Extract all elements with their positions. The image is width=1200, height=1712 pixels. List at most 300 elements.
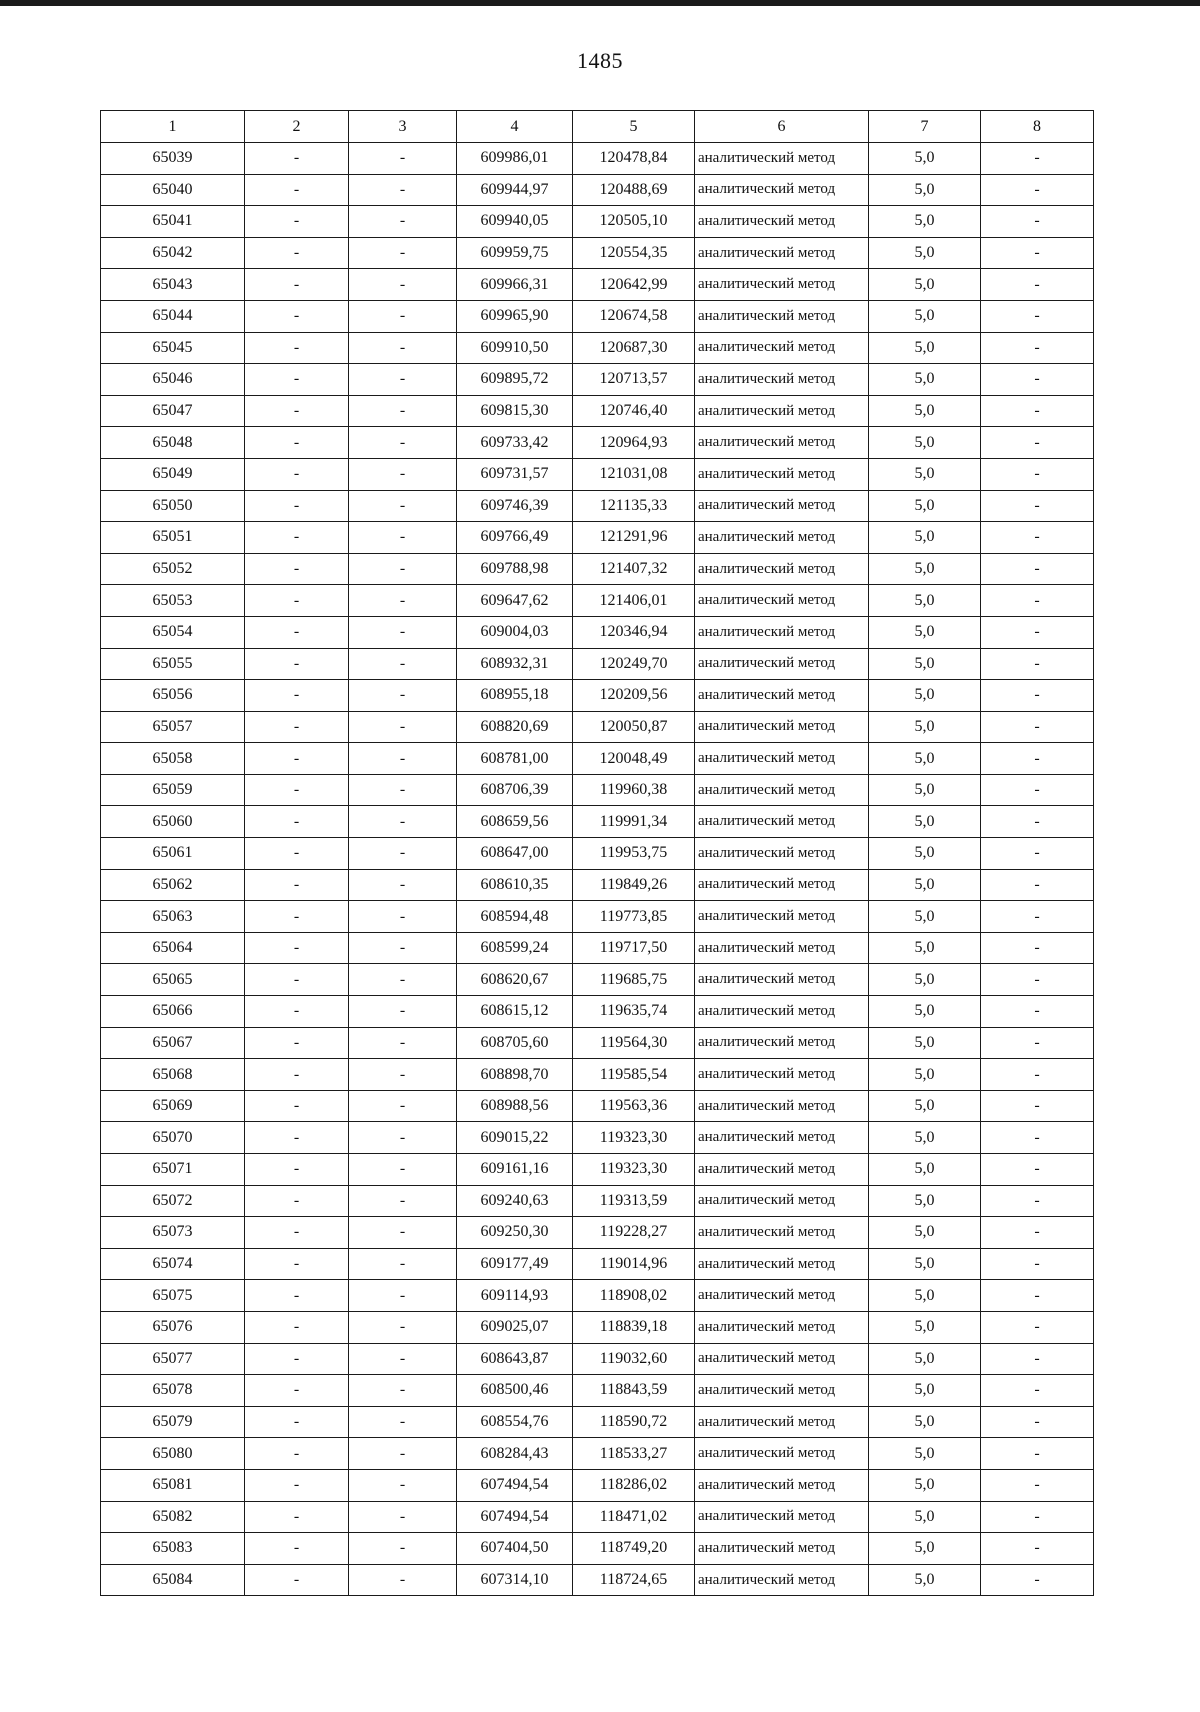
cell-coord-x: 609250,30 bbox=[457, 1217, 573, 1249]
cell-coord-x: 609965,90 bbox=[457, 300, 573, 332]
cell-method: аналитический метод bbox=[695, 427, 869, 459]
cell-coord-y: 119717,50 bbox=[573, 932, 695, 964]
table-row bbox=[101, 1375, 1094, 1407]
cell-coord-y: 118286,02 bbox=[573, 1469, 695, 1501]
cell-col-8-value: - bbox=[981, 553, 1094, 585]
cell-col-8-value: - bbox=[981, 1375, 1094, 1407]
cell-point-number: 65059 bbox=[101, 774, 245, 806]
cell-coord-x: 608659,56 bbox=[457, 806, 573, 838]
cell-col-2-value: - bbox=[245, 1469, 349, 1501]
column-header-8: 8 bbox=[981, 111, 1094, 143]
cell-col-8-value: - bbox=[981, 806, 1094, 838]
cell-accuracy: 5,0 bbox=[869, 206, 981, 238]
cell-point-number: 65067 bbox=[101, 1027, 245, 1059]
cell-accuracy: 5,0 bbox=[869, 332, 981, 364]
cell-method: аналитический метод bbox=[695, 174, 869, 206]
cell-col-8-value: - bbox=[981, 143, 1094, 175]
cell-accuracy: 5,0 bbox=[869, 1438, 981, 1470]
cell-col-3-value: - bbox=[349, 458, 457, 490]
table-body bbox=[101, 143, 1094, 1596]
cell-coord-x: 608955,18 bbox=[457, 680, 573, 712]
cell-accuracy: 5,0 bbox=[869, 1217, 981, 1249]
cell-col-3-value: - bbox=[349, 1059, 457, 1091]
cell-coord-y: 120642,99 bbox=[573, 269, 695, 301]
cell-method: аналитический метод bbox=[695, 1311, 869, 1343]
table-row bbox=[101, 1533, 1094, 1565]
cell-method: аналитический метод bbox=[695, 237, 869, 269]
table-row bbox=[101, 901, 1094, 933]
table-row bbox=[101, 522, 1094, 554]
cell-coord-x: 607314,10 bbox=[457, 1564, 573, 1596]
cell-coord-y: 121407,32 bbox=[573, 553, 695, 585]
cell-col-2-value: - bbox=[245, 838, 349, 870]
cell-col-8-value: - bbox=[981, 1027, 1094, 1059]
cell-col-3-value: - bbox=[349, 616, 457, 648]
table-row bbox=[101, 427, 1094, 459]
cell-method: аналитический метод bbox=[695, 1217, 869, 1249]
cell-method: аналитический метод bbox=[695, 1059, 869, 1091]
cell-accuracy: 5,0 bbox=[869, 585, 981, 617]
cell-accuracy: 5,0 bbox=[869, 364, 981, 396]
cell-col-8-value: - bbox=[981, 458, 1094, 490]
cell-point-number: 65051 bbox=[101, 522, 245, 554]
cell-coord-x: 609004,03 bbox=[457, 616, 573, 648]
table-row bbox=[101, 1059, 1094, 1091]
cell-method: аналитический метод bbox=[695, 1469, 869, 1501]
table-row bbox=[101, 996, 1094, 1028]
cell-col-2-value: - bbox=[245, 553, 349, 585]
cell-col-2-value: - bbox=[245, 806, 349, 838]
cell-col-3-value: - bbox=[349, 1438, 457, 1470]
cell-point-number: 65065 bbox=[101, 964, 245, 996]
cell-method: аналитический метод bbox=[695, 743, 869, 775]
cell-coord-y: 120249,70 bbox=[573, 648, 695, 680]
table-row bbox=[101, 1311, 1094, 1343]
cell-col-3-value: - bbox=[349, 332, 457, 364]
table-row bbox=[101, 395, 1094, 427]
cell-point-number: 65056 bbox=[101, 680, 245, 712]
cell-method: аналитический метод bbox=[695, 648, 869, 680]
table-row bbox=[101, 1090, 1094, 1122]
cell-coord-x: 609025,07 bbox=[457, 1311, 573, 1343]
cell-coord-x: 608647,00 bbox=[457, 838, 573, 870]
cell-col-8-value: - bbox=[981, 174, 1094, 206]
cell-col-3-value: - bbox=[349, 1122, 457, 1154]
scan-top-border bbox=[0, 0, 1200, 6]
table-row bbox=[101, 1343, 1094, 1375]
cell-accuracy: 5,0 bbox=[869, 1406, 981, 1438]
cell-coord-y: 120964,93 bbox=[573, 427, 695, 459]
cell-coord-x: 609114,93 bbox=[457, 1280, 573, 1312]
cell-point-number: 65074 bbox=[101, 1248, 245, 1280]
cell-col-8-value: - bbox=[981, 901, 1094, 933]
cell-coord-y: 120554,35 bbox=[573, 237, 695, 269]
cell-accuracy: 5,0 bbox=[869, 395, 981, 427]
cell-col-3-value: - bbox=[349, 143, 457, 175]
cell-coord-y: 118843,59 bbox=[573, 1375, 695, 1407]
cell-col-3-value: - bbox=[349, 932, 457, 964]
cell-point-number: 65050 bbox=[101, 490, 245, 522]
cell-col-2-value: - bbox=[245, 1501, 349, 1533]
cell-col-3-value: - bbox=[349, 1280, 457, 1312]
cell-accuracy: 5,0 bbox=[869, 458, 981, 490]
cell-col-8-value: - bbox=[981, 1438, 1094, 1470]
cell-col-2-value: - bbox=[245, 1027, 349, 1059]
cell-method: аналитический метод bbox=[695, 395, 869, 427]
cell-col-8-value: - bbox=[981, 1122, 1094, 1154]
cell-coord-x: 609910,50 bbox=[457, 332, 573, 364]
cell-coord-x: 609766,49 bbox=[457, 522, 573, 554]
cell-col-8-value: - bbox=[981, 838, 1094, 870]
cell-col-3-value: - bbox=[349, 1564, 457, 1596]
cell-point-number: 65084 bbox=[101, 1564, 245, 1596]
cell-method: аналитический метод bbox=[695, 1564, 869, 1596]
cell-col-8-value: - bbox=[981, 680, 1094, 712]
cell-col-2-value: - bbox=[245, 1280, 349, 1312]
cell-col-3-value: - bbox=[349, 1375, 457, 1407]
cell-col-3-value: - bbox=[349, 490, 457, 522]
cell-col-8-value: - bbox=[981, 1154, 1094, 1186]
cell-col-2-value: - bbox=[245, 585, 349, 617]
cell-coord-y: 118724,65 bbox=[573, 1564, 695, 1596]
cell-col-3-value: - bbox=[349, 364, 457, 396]
cell-accuracy: 5,0 bbox=[869, 143, 981, 175]
cell-col-2-value: - bbox=[245, 1533, 349, 1565]
table-row bbox=[101, 1469, 1094, 1501]
column-header-6: 6 bbox=[695, 111, 869, 143]
cell-col-2-value: - bbox=[245, 300, 349, 332]
cell-col-3-value: - bbox=[349, 774, 457, 806]
cell-col-2-value: - bbox=[245, 427, 349, 459]
table-row bbox=[101, 1154, 1094, 1186]
cell-col-2-value: - bbox=[245, 1311, 349, 1343]
cell-col-2-value: - bbox=[245, 364, 349, 396]
cell-coord-x: 607404,50 bbox=[457, 1533, 573, 1565]
cell-col-3-value: - bbox=[349, 1343, 457, 1375]
cell-accuracy: 5,0 bbox=[869, 1375, 981, 1407]
table-row bbox=[101, 680, 1094, 712]
cell-method: аналитический метод bbox=[695, 364, 869, 396]
cell-coord-y: 119773,85 bbox=[573, 901, 695, 933]
cell-col-2-value: - bbox=[245, 1375, 349, 1407]
cell-col-8-value: - bbox=[981, 616, 1094, 648]
cell-col-3-value: - bbox=[349, 1090, 457, 1122]
cell-coord-y: 119313,59 bbox=[573, 1185, 695, 1217]
cell-accuracy: 5,0 bbox=[869, 1564, 981, 1596]
cell-point-number: 65045 bbox=[101, 332, 245, 364]
cell-col-8-value: - bbox=[981, 237, 1094, 269]
cell-accuracy: 5,0 bbox=[869, 1469, 981, 1501]
cell-point-number: 65062 bbox=[101, 869, 245, 901]
cell-col-2-value: - bbox=[245, 1185, 349, 1217]
cell-col-3-value: - bbox=[349, 806, 457, 838]
table-row bbox=[101, 300, 1094, 332]
cell-accuracy: 5,0 bbox=[869, 427, 981, 459]
cell-col-8-value: - bbox=[981, 364, 1094, 396]
cell-coord-y: 120713,57 bbox=[573, 364, 695, 396]
table-row bbox=[101, 1248, 1094, 1280]
cell-coord-x: 609161,16 bbox=[457, 1154, 573, 1186]
cell-col-3-value: - bbox=[349, 964, 457, 996]
cell-coord-y: 120488,69 bbox=[573, 174, 695, 206]
cell-coord-x: 608284,43 bbox=[457, 1438, 573, 1470]
cell-accuracy: 5,0 bbox=[869, 1154, 981, 1186]
coordinates-table bbox=[100, 110, 1094, 1596]
cell-col-8-value: - bbox=[981, 1248, 1094, 1280]
cell-accuracy: 5,0 bbox=[869, 1280, 981, 1312]
cell-col-3-value: - bbox=[349, 427, 457, 459]
cell-col-8-value: - bbox=[981, 395, 1094, 427]
cell-point-number: 65075 bbox=[101, 1280, 245, 1312]
column-header-3: 3 bbox=[349, 111, 457, 143]
table-row bbox=[101, 1501, 1094, 1533]
cell-coord-x: 608554,76 bbox=[457, 1406, 573, 1438]
cell-col-8-value: - bbox=[981, 1533, 1094, 1565]
cell-col-8-value: - bbox=[981, 1059, 1094, 1091]
cell-accuracy: 5,0 bbox=[869, 1311, 981, 1343]
cell-point-number: 65057 bbox=[101, 711, 245, 743]
cell-accuracy: 5,0 bbox=[869, 680, 981, 712]
cell-coord-x: 609733,42 bbox=[457, 427, 573, 459]
cell-coord-y: 118749,20 bbox=[573, 1533, 695, 1565]
cell-method: аналитический метод bbox=[695, 774, 869, 806]
cell-col-2-value: - bbox=[245, 1343, 349, 1375]
cell-accuracy: 5,0 bbox=[869, 1122, 981, 1154]
cell-method: аналитический метод bbox=[695, 1375, 869, 1407]
cell-col-2-value: - bbox=[245, 743, 349, 775]
cell-point-number: 65069 bbox=[101, 1090, 245, 1122]
column-header-7: 7 bbox=[869, 111, 981, 143]
table-row bbox=[101, 1564, 1094, 1596]
table-row bbox=[101, 1027, 1094, 1059]
cell-method: аналитический метод bbox=[695, 680, 869, 712]
cell-coord-x: 608898,70 bbox=[457, 1059, 573, 1091]
cell-col-3-value: - bbox=[349, 711, 457, 743]
cell-col-2-value: - bbox=[245, 901, 349, 933]
cell-coord-y: 119585,54 bbox=[573, 1059, 695, 1091]
cell-coord-y: 119563,36 bbox=[573, 1090, 695, 1122]
cell-method: аналитический метод bbox=[695, 458, 869, 490]
cell-coord-x: 607494,54 bbox=[457, 1501, 573, 1533]
table-row bbox=[101, 206, 1094, 238]
cell-method: аналитический метод bbox=[695, 1248, 869, 1280]
cell-accuracy: 5,0 bbox=[869, 1090, 981, 1122]
cell-coord-x: 608932,31 bbox=[457, 648, 573, 680]
cell-point-number: 65072 bbox=[101, 1185, 245, 1217]
cell-col-2-value: - bbox=[245, 143, 349, 175]
cell-accuracy: 5,0 bbox=[869, 743, 981, 775]
cell-method: аналитический метод bbox=[695, 1185, 869, 1217]
cell-method: аналитический метод bbox=[695, 1501, 869, 1533]
cell-accuracy: 5,0 bbox=[869, 522, 981, 554]
cell-coord-x: 608599,24 bbox=[457, 932, 573, 964]
cell-coord-x: 609944,97 bbox=[457, 174, 573, 206]
cell-coord-x: 608643,87 bbox=[457, 1343, 573, 1375]
cell-coord-y: 120209,56 bbox=[573, 680, 695, 712]
cell-coord-y: 118908,02 bbox=[573, 1280, 695, 1312]
cell-coord-x: 609177,49 bbox=[457, 1248, 573, 1280]
cell-accuracy: 5,0 bbox=[869, 490, 981, 522]
cell-accuracy: 5,0 bbox=[869, 932, 981, 964]
cell-method: аналитический метод bbox=[695, 806, 869, 838]
cell-col-2-value: - bbox=[245, 616, 349, 648]
cell-accuracy: 5,0 bbox=[869, 269, 981, 301]
cell-point-number: 65039 bbox=[101, 143, 245, 175]
cell-col-2-value: - bbox=[245, 1406, 349, 1438]
cell-point-number: 65060 bbox=[101, 806, 245, 838]
cell-point-number: 65063 bbox=[101, 901, 245, 933]
cell-col-2-value: - bbox=[245, 1122, 349, 1154]
cell-col-8-value: - bbox=[981, 1185, 1094, 1217]
table-row bbox=[101, 458, 1094, 490]
cell-method: аналитический метод bbox=[695, 1533, 869, 1565]
cell-coord-x: 609959,75 bbox=[457, 237, 573, 269]
table-row bbox=[101, 585, 1094, 617]
cell-col-2-value: - bbox=[245, 932, 349, 964]
cell-coord-y: 119032,60 bbox=[573, 1343, 695, 1375]
cell-method: аналитический метод bbox=[695, 522, 869, 554]
cell-accuracy: 5,0 bbox=[869, 300, 981, 332]
cell-point-number: 65053 bbox=[101, 585, 245, 617]
cell-col-3-value: - bbox=[349, 585, 457, 617]
cell-accuracy: 5,0 bbox=[869, 901, 981, 933]
cell-coord-y: 120048,49 bbox=[573, 743, 695, 775]
cell-col-8-value: - bbox=[981, 332, 1094, 364]
cell-point-number: 65047 bbox=[101, 395, 245, 427]
cell-coord-x: 609815,30 bbox=[457, 395, 573, 427]
table-row bbox=[101, 143, 1094, 175]
cell-col-3-value: - bbox=[349, 1501, 457, 1533]
cell-col-8-value: - bbox=[981, 269, 1094, 301]
table-row bbox=[101, 1185, 1094, 1217]
cell-col-2-value: - bbox=[245, 174, 349, 206]
cell-method: аналитический метод bbox=[695, 1154, 869, 1186]
cell-coord-y: 120674,58 bbox=[573, 300, 695, 332]
cell-col-3-value: - bbox=[349, 901, 457, 933]
cell-method: аналитический метод bbox=[695, 964, 869, 996]
cell-coord-x: 608615,12 bbox=[457, 996, 573, 1028]
cell-coord-y: 120687,30 bbox=[573, 332, 695, 364]
cell-col-8-value: - bbox=[981, 774, 1094, 806]
cell-col-2-value: - bbox=[245, 237, 349, 269]
cell-col-8-value: - bbox=[981, 1090, 1094, 1122]
table-row bbox=[101, 964, 1094, 996]
cell-coord-x: 609895,72 bbox=[457, 364, 573, 396]
cell-col-8-value: - bbox=[981, 585, 1094, 617]
cell-col-8-value: - bbox=[981, 522, 1094, 554]
cell-coord-x: 609015,22 bbox=[457, 1122, 573, 1154]
cell-point-number: 65058 bbox=[101, 743, 245, 775]
cell-coord-y: 120478,84 bbox=[573, 143, 695, 175]
table-row bbox=[101, 648, 1094, 680]
table-row bbox=[101, 743, 1094, 775]
cell-col-2-value: - bbox=[245, 964, 349, 996]
cell-col-8-value: - bbox=[981, 648, 1094, 680]
cell-point-number: 65044 bbox=[101, 300, 245, 332]
cell-coord-y: 119323,30 bbox=[573, 1122, 695, 1154]
cell-col-3-value: - bbox=[349, 553, 457, 585]
cell-accuracy: 5,0 bbox=[869, 996, 981, 1028]
cell-coord-y: 119960,38 bbox=[573, 774, 695, 806]
cell-point-number: 65054 bbox=[101, 616, 245, 648]
cell-col-3-value: - bbox=[349, 869, 457, 901]
cell-col-8-value: - bbox=[981, 1469, 1094, 1501]
cell-coord-y: 121031,08 bbox=[573, 458, 695, 490]
cell-coord-y: 119228,27 bbox=[573, 1217, 695, 1249]
cell-col-8-value: - bbox=[981, 932, 1094, 964]
cell-col-8-value: - bbox=[981, 300, 1094, 332]
cell-method: аналитический метод bbox=[695, 490, 869, 522]
cell-point-number: 65078 bbox=[101, 1375, 245, 1407]
cell-accuracy: 5,0 bbox=[869, 553, 981, 585]
cell-point-number: 65068 bbox=[101, 1059, 245, 1091]
cell-point-number: 65046 bbox=[101, 364, 245, 396]
cell-coord-y: 119323,30 bbox=[573, 1154, 695, 1186]
table-row bbox=[101, 869, 1094, 901]
column-header-4: 4 bbox=[457, 111, 573, 143]
cell-col-2-value: - bbox=[245, 395, 349, 427]
cell-point-number: 65066 bbox=[101, 996, 245, 1028]
cell-coord-y: 120746,40 bbox=[573, 395, 695, 427]
cell-col-2-value: - bbox=[245, 1217, 349, 1249]
cell-col-3-value: - bbox=[349, 1248, 457, 1280]
cell-method: аналитический метод bbox=[695, 1343, 869, 1375]
table-row bbox=[101, 1280, 1094, 1312]
cell-col-2-value: - bbox=[245, 996, 349, 1028]
cell-coord-y: 119564,30 bbox=[573, 1027, 695, 1059]
cell-method: аналитический метод bbox=[695, 553, 869, 585]
table-row bbox=[101, 1438, 1094, 1470]
cell-col-8-value: - bbox=[981, 743, 1094, 775]
cell-col-3-value: - bbox=[349, 1533, 457, 1565]
cell-coord-x: 609788,98 bbox=[457, 553, 573, 585]
cell-col-8-value: - bbox=[981, 206, 1094, 238]
cell-accuracy: 5,0 bbox=[869, 1059, 981, 1091]
table-row bbox=[101, 364, 1094, 396]
cell-point-number: 65079 bbox=[101, 1406, 245, 1438]
cell-method: аналитический метод bbox=[695, 206, 869, 238]
cell-method: аналитический метод bbox=[695, 932, 869, 964]
cell-method: аналитический метод bbox=[695, 332, 869, 364]
cell-accuracy: 5,0 bbox=[869, 1248, 981, 1280]
cell-point-number: 65042 bbox=[101, 237, 245, 269]
cell-col-8-value: - bbox=[981, 1280, 1094, 1312]
column-header-1: 1 bbox=[101, 111, 245, 143]
cell-accuracy: 5,0 bbox=[869, 648, 981, 680]
cell-method: аналитический метод bbox=[695, 869, 869, 901]
cell-accuracy: 5,0 bbox=[869, 1185, 981, 1217]
cell-point-number: 65041 bbox=[101, 206, 245, 238]
cell-accuracy: 5,0 bbox=[869, 869, 981, 901]
cell-method: аналитический метод bbox=[695, 585, 869, 617]
cell-coord-x: 607494,54 bbox=[457, 1469, 573, 1501]
cell-accuracy: 5,0 bbox=[869, 174, 981, 206]
table-row bbox=[101, 932, 1094, 964]
cell-coord-x: 608706,39 bbox=[457, 774, 573, 806]
cell-coord-y: 119014,96 bbox=[573, 1248, 695, 1280]
cell-col-8-value: - bbox=[981, 1501, 1094, 1533]
cell-col-3-value: - bbox=[349, 1469, 457, 1501]
cell-accuracy: 5,0 bbox=[869, 806, 981, 838]
table-row bbox=[101, 711, 1094, 743]
table-row bbox=[101, 774, 1094, 806]
cell-col-2-value: - bbox=[245, 869, 349, 901]
cell-col-3-value: - bbox=[349, 648, 457, 680]
table-row bbox=[101, 174, 1094, 206]
cell-col-2-value: - bbox=[245, 1564, 349, 1596]
cell-col-8-value: - bbox=[981, 1343, 1094, 1375]
cell-accuracy: 5,0 bbox=[869, 964, 981, 996]
